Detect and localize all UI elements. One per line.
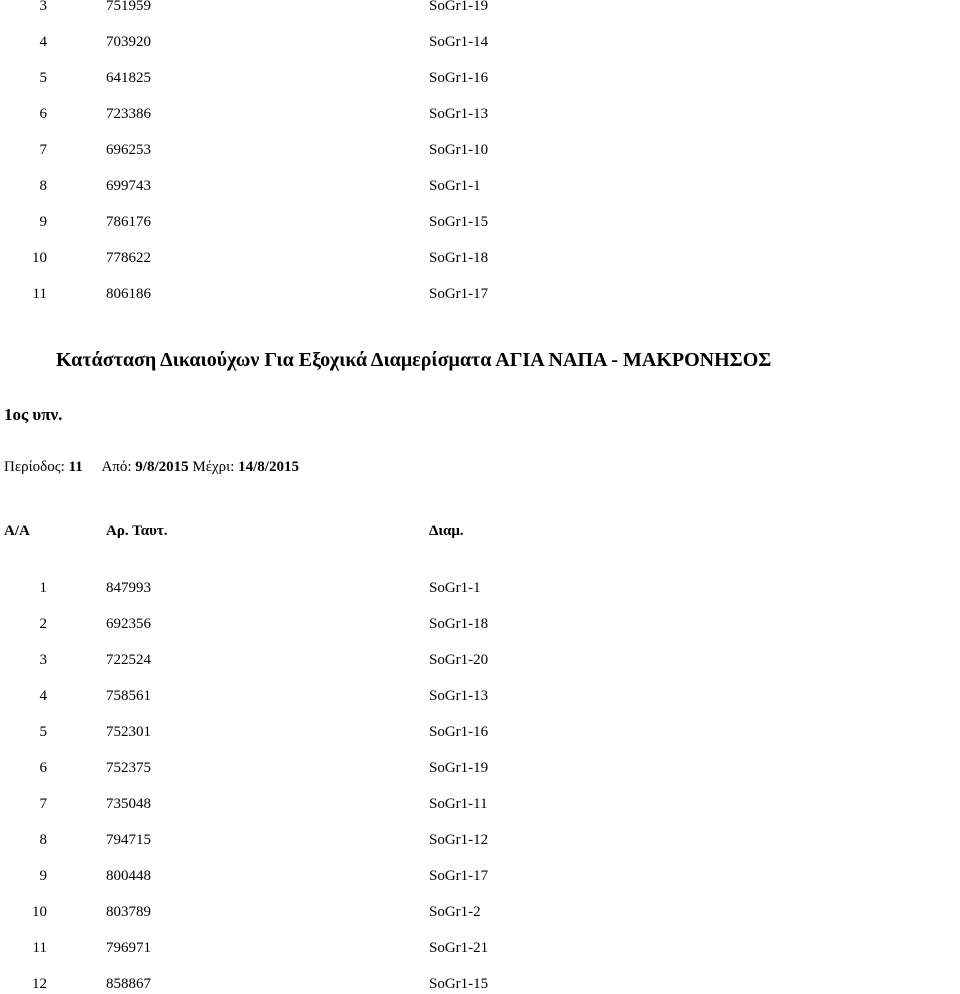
table-row [0, 974, 960, 994]
row-id-number: 752301 [106, 724, 151, 740]
table-row [0, 614, 960, 634]
row-apartment: SoGr1-1 [429, 580, 481, 596]
row-apartment: SoGr1-17 [429, 286, 489, 302]
row-number: 9 [39, 868, 47, 884]
row-apartment: SoGr1-1 [429, 178, 481, 194]
to-date: 14/8/2015 [238, 459, 299, 475]
row-number: 9 [39, 214, 47, 230]
period-value: 11 [68, 459, 83, 475]
row-id-number: 751959 [106, 0, 151, 14]
row-id-number: 758561 [106, 688, 151, 704]
table-row [0, 248, 960, 268]
row-number: 4 [39, 688, 47, 704]
table-row [0, 902, 960, 922]
row-id-number: 778622 [106, 250, 151, 266]
row-apartment: SoGr1-16 [429, 70, 489, 86]
from-label: Από: [101, 459, 132, 475]
header-id-number: Αρ. Ταυτ. [106, 523, 168, 539]
row-number: 11 [32, 286, 47, 302]
row-apartment: SoGr1-13 [429, 688, 489, 704]
row-apartment: SoGr1-13 [429, 106, 489, 122]
table-row [0, 866, 960, 886]
row-apartment: SoGr1-20 [429, 652, 489, 668]
row-number: 5 [39, 724, 47, 740]
table-row [0, 686, 960, 706]
row-apartment: SoGr1-12 [429, 832, 489, 848]
table-row [0, 938, 960, 958]
row-id-number: 786176 [106, 214, 151, 230]
table-row [0, 140, 960, 160]
row-id-number: 699743 [106, 178, 151, 194]
table-row [0, 212, 960, 232]
table-row [0, 176, 960, 196]
row-apartment: SoGr1-14 [429, 34, 489, 50]
row-apartment: SoGr1-2 [429, 904, 481, 920]
from-date: 9/8/2015 [135, 459, 189, 475]
row-apartment: SoGr1-17 [429, 868, 489, 884]
row-id-number: 641825 [106, 70, 151, 86]
row-id-number: 723386 [106, 106, 151, 122]
table-row [0, 758, 960, 778]
table-row [0, 0, 960, 16]
row-number: 6 [39, 760, 47, 776]
row-id-number: 794715 [106, 832, 151, 848]
table-row [0, 794, 960, 814]
period-line [4, 457, 299, 477]
table-row [0, 830, 960, 850]
row-number: 2 [39, 616, 47, 632]
bedroom-category: 1ος υπν. [4, 405, 63, 424]
table-row [0, 104, 960, 124]
table-row [0, 578, 960, 598]
row-number: 12 [32, 976, 47, 992]
to-label: Μέχρι: [192, 459, 235, 475]
row-apartment: SoGr1-11 [429, 796, 488, 812]
period-label: Περίοδος: [4, 459, 65, 475]
row-number: 7 [39, 796, 47, 812]
row-number: 3 [39, 652, 47, 668]
row-apartment: SoGr1-19 [429, 0, 489, 14]
row-id-number: 803789 [106, 904, 151, 920]
row-id-number: 800448 [106, 868, 151, 884]
row-id-number: 858867 [106, 976, 151, 992]
row-apartment: SoGr1-10 [429, 142, 489, 158]
row-id-number: 796971 [106, 940, 151, 956]
row-apartment: SoGr1-19 [429, 760, 489, 776]
row-apartment: SoGr1-18 [429, 250, 489, 266]
row-number: 3 [39, 0, 47, 14]
row-number: 7 [39, 142, 47, 158]
row-id-number: 703920 [106, 34, 151, 50]
row-id-number: 752375 [106, 760, 151, 776]
row-apartment: SoGr1-18 [429, 616, 489, 632]
row-number: 4 [39, 34, 47, 50]
row-number: 8 [39, 178, 47, 194]
row-number: 10 [32, 904, 47, 920]
header-apartment: Διαμ. [429, 523, 464, 539]
row-apartment: SoGr1-15 [429, 976, 489, 992]
row-number: 11 [32, 940, 47, 956]
row-number: 8 [39, 832, 47, 848]
row-id-number: 847993 [106, 580, 151, 596]
row-id-number: 735048 [106, 796, 151, 812]
row-apartment: SoGr1-15 [429, 214, 489, 230]
table-row [0, 68, 960, 88]
row-id-number: 696253 [106, 142, 151, 158]
header-number: Α/Α [4, 523, 30, 539]
row-id-number: 806186 [106, 286, 151, 302]
row-number: 6 [39, 106, 47, 122]
page-title: Κατάσταση Δικαιούχων Για Εξοχικά Διαμερίσματα ΑΓΙΑ ΝΑΠΑ - ΜΑΚΡΟΝΗΣΟΣ [56, 349, 772, 371]
table-row [0, 722, 960, 742]
row-apartment: SoGr1-16 [429, 724, 489, 740]
row-id-number: 692356 [106, 616, 151, 632]
row-number: 5 [39, 70, 47, 86]
row-apartment: SoGr1-21 [429, 940, 489, 956]
table-row [0, 284, 960, 304]
row-number: 1 [39, 580, 47, 596]
row-id-number: 722524 [106, 652, 151, 668]
row-number: 10 [32, 250, 47, 266]
table-row [0, 32, 960, 52]
table-row [0, 650, 960, 670]
